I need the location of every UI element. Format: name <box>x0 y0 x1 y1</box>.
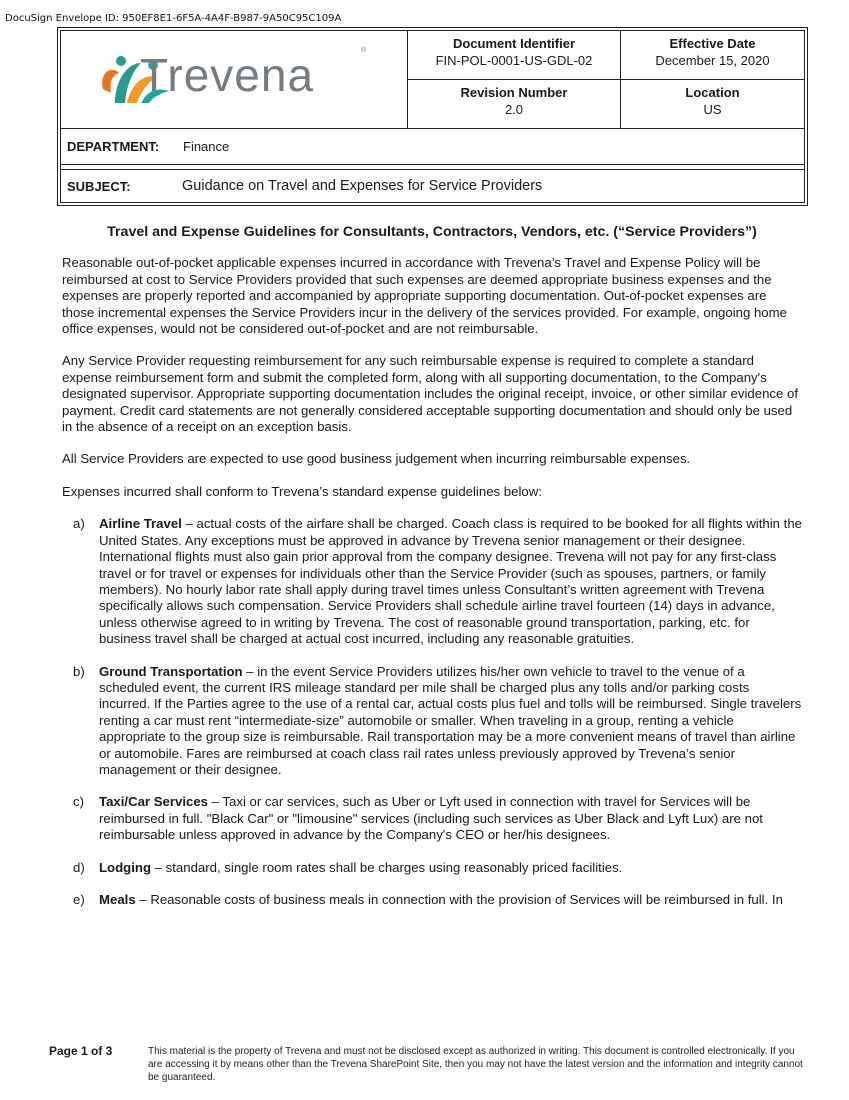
page-number: Page 1 of 3 <box>49 1044 113 1058</box>
department-label: DEPARTMENT: <box>67 139 160 154</box>
revision-number-cell <box>408 80 621 128</box>
guideline-text: – Taxi or car services, such as Uber or Lyft used in connection with travel for Services will be reimbursed in full. "Black Car" or "limousine" services (including such services as Uber Black and Lyft Lux) are not reimbursable unless approved in advance by the Company's CEO or her/his designees. <box>99 794 763 843</box>
subject-label: SUBJECT: <box>67 179 131 194</box>
guideline-lodging <box>62 860 802 876</box>
location-cell <box>621 80 804 128</box>
document-identifier-value: FIN-POL-0001-US-GDL-02 <box>435 53 593 68</box>
guideline-heading: Lodging <box>99 859 151 875</box>
list-marker: a) <box>73 516 85 532</box>
effective-date-cell <box>621 31 804 80</box>
guideline-airline-travel <box>62 516 802 647</box>
guideline-text: – standard, single room rates shall be charges using reasonably priced facilities. <box>151 859 623 875</box>
revision-number-label: Revision Number <box>460 85 568 100</box>
guideline-heading: Taxi/Car Services <box>99 794 208 810</box>
list-marker: c) <box>73 794 84 810</box>
subject-row <box>61 169 804 205</box>
paragraph-guidelines-intro: Expenses incurred shall conform to Trevena’s standard expense guidelines below: <box>62 483 542 499</box>
guideline-ground-transportation <box>62 664 802 779</box>
guideline-text: – in the event Service Providers utilizes his/her own vehicle to travel to the venue of a scheduled event, the current IRS mileage standard per mile shall be charged plus any tolls and/or parking costs incurred. If the Parties agree to the use of a rental car, actual costs plus fuel and tolls will be reimbursed. Single travelers renting a car must rent “intermediate-size” automobile or smaller. When traveling in a group, renting a vehicle appropriate to the group size is reimbursable. Rail transportation may be a more convenient means of travel than airline or automobile. Fares are reimbursed at coach class rail rates unless previously approved by Trevena’s senior management or their designee. <box>99 663 802 777</box>
list-marker: e) <box>73 892 85 907</box>
effective-date-value: December 15, 2020 <box>655 53 770 68</box>
guideline-meals <box>62 892 802 908</box>
location-value: US <box>703 102 722 117</box>
list-marker: b) <box>73 663 85 679</box>
document-body <box>62 224 802 924</box>
document-identifier-label: Document Identifier <box>452 36 576 51</box>
paragraph-reimbursement: Reasonable out-of-pocket applicable expenses incurred in accordance with Trevena’s Travel and Expense Policy will be reimbursed at cost to Service Providers provided that such expenses are deemed appropriate business expenses and the expenses are properly reported and accompanied by appropriate supporting documentation. Out-of-pocket expenses are those incremental expenses the Service Providers incur in the delivery of the services provided. For example, ongoing home office expenses, would not be considered out-of-pocket and are not reimbursable. <box>62 255 787 337</box>
list-marker: d) <box>73 859 85 875</box>
document-header-table <box>57 27 808 206</box>
footer-disclaimer: This material is the property of Trevena and must not be disclosed except as authorized in writing. This document is controlled electronically. If you are accessing it by means other than the Trevena SharePoint Site, then you may not have the latest version and the information and integrity cannot be guaranteed. <box>148 1046 803 1083</box>
guideline-text: – Reasonable costs of business meals in connection with the provision of Services will be reimbursed in full. In <box>135 892 783 907</box>
subject-value: Guidance on Travel and Expenses for Service Providers <box>182 178 543 194</box>
department-value: Finance <box>183 139 230 154</box>
guideline-heading: Meals <box>99 892 136 907</box>
paragraph-judgement: All Service Providers are expected to use good business judgement when incurring reimbursable expenses. <box>62 451 691 467</box>
document-title: Travel and Expense Guidelines for Consultants, Contractors, Vendors, etc. (“Service Providers”) <box>107 224 757 240</box>
guideline-text: – actual costs of the airfare shall be charged. Coach class is required to be booked for all flights within the United States. Any exceptions must be approved in advance by Trevena senior management or their designee. International flights must also gain prior approval from the company designee. Trevena will not pay for any first-class travel or for travel or expenses for individuals other than the Service Provider (such as spouses, partners, or family members). No hourly labor rate shall apply during travel times unless Consultant’s written agreement with Trevena specifically allows such compensation. Service Providers shall schedule airline travel fourteen (14) days in advance, unless otherwise agreed to in writing by Trevena. The cost of reasonable ground transportation, parking, etc. for business travel shall be charged at actual cost incurred, including any reasonable gratuities. <box>99 516 802 647</box>
department-row <box>61 129 804 165</box>
guideline-taxi-car-services <box>62 794 802 843</box>
effective-date-label: Effective Date <box>669 36 756 51</box>
registered-mark: ® <box>361 47 367 54</box>
location-label: Location <box>685 85 740 100</box>
guideline-heading: Airline Travel <box>99 516 182 532</box>
guideline-heading: Ground Transportation <box>99 663 243 679</box>
trevena-logo <box>61 31 408 128</box>
paragraph-request-process: Any Service Provider requesting reimbursement for any such reimbursable expense is required to complete a standard expense reimbursement form and submit the completed form, along with all supporting documentation, to the Company's designated supervisor. Appropriate supporting documentation includes the original receipt, invoice, or other similar evidence of payment. Credit card statements are not generally considered acceptable supporting documentation and should only be used in the absence of a receipt on an exception basis. <box>62 353 798 435</box>
docusign-envelope-id: DocuSign Envelope ID: 950EF8E1-6F5A-4A4F-B987-9A50C95C109A <box>5 13 342 24</box>
logo-wordmark: Trevena <box>140 49 315 101</box>
document-identifier-cell <box>408 31 621 80</box>
revision-number-value: 2.0 <box>504 102 524 117</box>
